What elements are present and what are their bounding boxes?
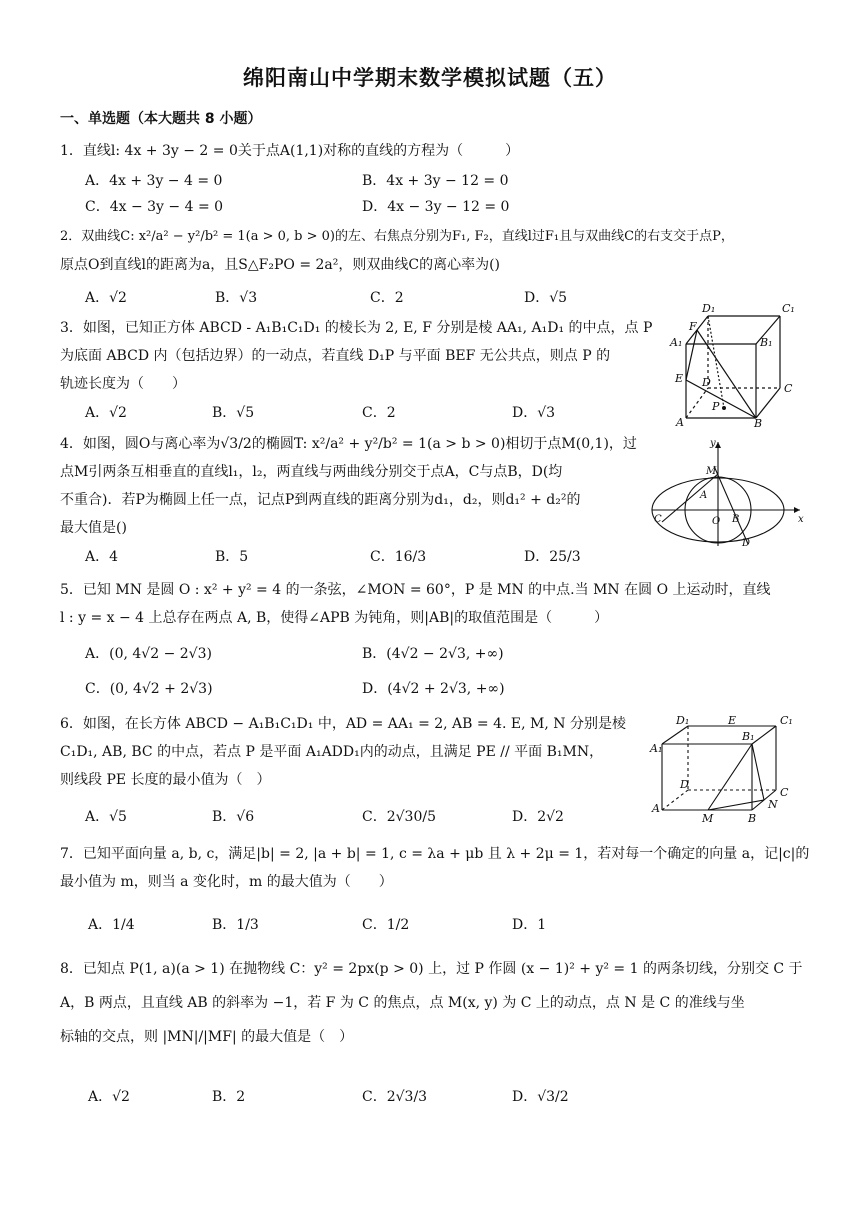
label-p: P [712,400,720,413]
label-e: E [675,372,684,385]
page-title: 绵阳南山中学期末数学模拟试题（五） [243,66,617,90]
option-b[interactable]: B．4x + 3y − 12 = 0 [362,173,509,189]
label-e: E [728,714,737,727]
label-c: C [780,786,789,799]
question-1 [60,137,519,165]
section-heading: 一、单选题（本大题共 8 小题） [60,111,262,127]
question-text: C₁D₁, AB, BC 的中点，若点 P 是平面 A₁ADD₁内的动点，且满足 PE // 平面 B₁MN， [60,744,604,760]
question-text: 原点O到直线l的距离为a，且S△F₂PO = 2a²，则双曲线C的离心率为() [60,257,501,273]
label-d1: D₁ [702,302,716,315]
question-7 [60,840,809,896]
label-a1: A₁ [650,742,663,755]
question-text: 不重合)．若P为椭圆上任一点，记点P到两直线的距离分别为d₁，d₂，则d₁² + d₂²的 [60,492,581,508]
question-text: 5．已知 MN 是圆 O : x² + y² = 4 的一条弦，∠MON = 60°，P 是 MN 的中点.当 MN 在圆 O 上运动时，直线 [60,582,771,598]
question-text: 7．已知平面向量 a, b, c，满足|b| = 2, |a + b| = 1, c = λa + μb 且 λ + 2μ = 1，若对每一个确定的向量 a，记|c|的 [60,846,810,862]
question-4 [60,430,637,542]
option-a[interactable]: A．4x + 3y − 4 = 0 [85,173,223,189]
option-d[interactable]: D．(4√2 + 2√3, +∞) [362,681,505,697]
option-a[interactable]: A．√5 [85,809,127,825]
option-b[interactable]: B．√5 [212,405,255,421]
question-text: 4．如图，圆O与离心率为√3/2的椭圆T: x²/a² + y²/b² = 1(a > b > 0)相切于点M(0,1)，过 [60,436,637,452]
question-text: 标轴的交点，则 |MN|/|MF| 的最大值是（ ） [60,1029,354,1045]
question-text: 6．如图，在长方体 ABCD − A₁B₁C₁D₁ 中，AD = AA₁ = 2, AB = 4. E, M, N 分别是棱 [60,716,626,732]
box-figure [648,712,798,824]
label-c: C [784,382,793,395]
option-d[interactable]: D．√3/2 [512,1089,569,1105]
label-d: D [742,538,751,549]
option-a[interactable]: A．(0, 4√2 − 2√3) [85,646,212,662]
question-text: 为底面 ABCD 内（包括边界）的一动点，若直线 D₁P 与平面 BEF 无公共点，则点 P 的 [60,348,611,364]
label-f: F [689,320,697,333]
option-b[interactable]: B．√6 [212,809,255,825]
question-8 [60,952,803,1054]
label-b: B [754,417,763,430]
option-d[interactable]: D．2√2 [512,809,564,825]
option-c[interactable]: C．2√30/5 [362,809,436,825]
label-n: N [768,798,778,811]
question-6 [60,710,626,794]
label-b: B [732,514,740,525]
option-a[interactable]: A．4 [85,549,119,565]
label-y: y [710,438,716,449]
option-d[interactable]: D．√5 [524,290,568,306]
option-b[interactable]: B．2 [212,1089,246,1105]
label-c: C [654,514,662,525]
label-b: B [748,812,757,824]
option-b[interactable]: B．5 [215,549,249,565]
question-text: 3．如图，已知正方体 ABCD - A₁B₁C₁D₁ 的棱长为 2, E, F 分别是棱 AA₁, A₁D₁ 的中点，点 P [60,320,653,336]
option-d[interactable]: D．√3 [512,405,556,421]
label-d: D [702,376,711,389]
option-c[interactable]: C．1/2 [362,917,410,933]
cube-figure [662,300,812,430]
question-text: 最大值是() [60,520,127,536]
option-d[interactable]: D．1 [512,917,547,933]
question-text: 点M引两条互相垂直的直线l₁，l₂，两直线与两曲线分别交于点A，C与点B，D(均 [60,464,563,480]
option-c[interactable]: C．2√3/3 [362,1089,428,1105]
option-a[interactable]: A．√2 [85,290,127,306]
question-text: A，B 两点，且直线 AB 的斜率为 −1，若 F 为 C 的焦点，点 M(x, y) 为 C 上的动点，点 N 是 C 的准线与坐 [60,995,745,1011]
label-m: M [706,466,717,477]
option-a[interactable]: A．√2 [88,1089,130,1105]
label-b1: B₁ [742,730,755,743]
label-o: O [712,516,721,527]
option-a[interactable]: A．1/4 [88,917,135,933]
ellipse-figure [648,436,808,552]
option-c[interactable]: C．2 [362,405,396,421]
option-d[interactable]: D．25/3 [524,549,581,565]
option-c[interactable]: C．16/3 [370,549,427,565]
option-c[interactable]: C．(0, 4√2 + 2√3) [85,681,213,697]
question-text: l : y = x − 4 上总存在两点 A, B，使得∠APB 为钝角，则|AB|的取值范围是（ ） [60,610,609,626]
option-d[interactable]: D．4x − 3y − 12 = 0 [362,199,510,215]
option-b[interactable]: B．(4√2 − 2√3, +∞) [362,646,504,662]
option-c[interactable]: C．4x − 3y − 4 = 0 [85,199,224,215]
question-text: 最小值为 m，则当 a 变化时，m 的最大值为（ ） [60,874,393,890]
question-2 [60,223,734,279]
question-3 [60,314,652,398]
question-5 [60,576,771,632]
label-x: x [798,514,804,525]
label-m: M [702,812,714,824]
label-c1: C₁ [780,714,793,727]
label-a: A [676,416,684,429]
question-text: 2．双曲线C: x²/a² − y²/b² = 1(a > 0, b > 0)的左、右焦点分别为F₁, F₂，直线l过F₁且与双曲线C的右支交于点P， [60,229,734,244]
label-c1: C₁ [782,302,795,315]
option-b[interactable]: B．1/3 [212,917,259,933]
option-b[interactable]: B．√3 [215,290,258,306]
option-a[interactable]: A．√2 [85,405,127,421]
question-text: 8．已知点 P(1, a)(a > 1) 在抛物线 C：y² = 2px(p > 0) 上，过 P 作圆 (x − 1)² + y² = 1 的两条切线，分别交 C 于 [60,961,803,977]
option-c[interactable]: C．2 [370,290,404,306]
question-text: 轨迹长度为（ ） [60,376,186,392]
question-text: 则线段 PE 长度的最小值为（ ） [60,772,271,788]
label-a: A [652,802,660,815]
question-text: 1．直线l: 4x + 3y − 2 = 0关于点A(1,1)对称的直线的方程为（ ） [60,143,520,159]
label-b1: B₁ [760,336,773,349]
label-a: A [700,490,708,501]
label-a1: A₁ [670,336,683,349]
label-d: D [680,778,689,791]
label-d1: D₁ [676,714,690,727]
